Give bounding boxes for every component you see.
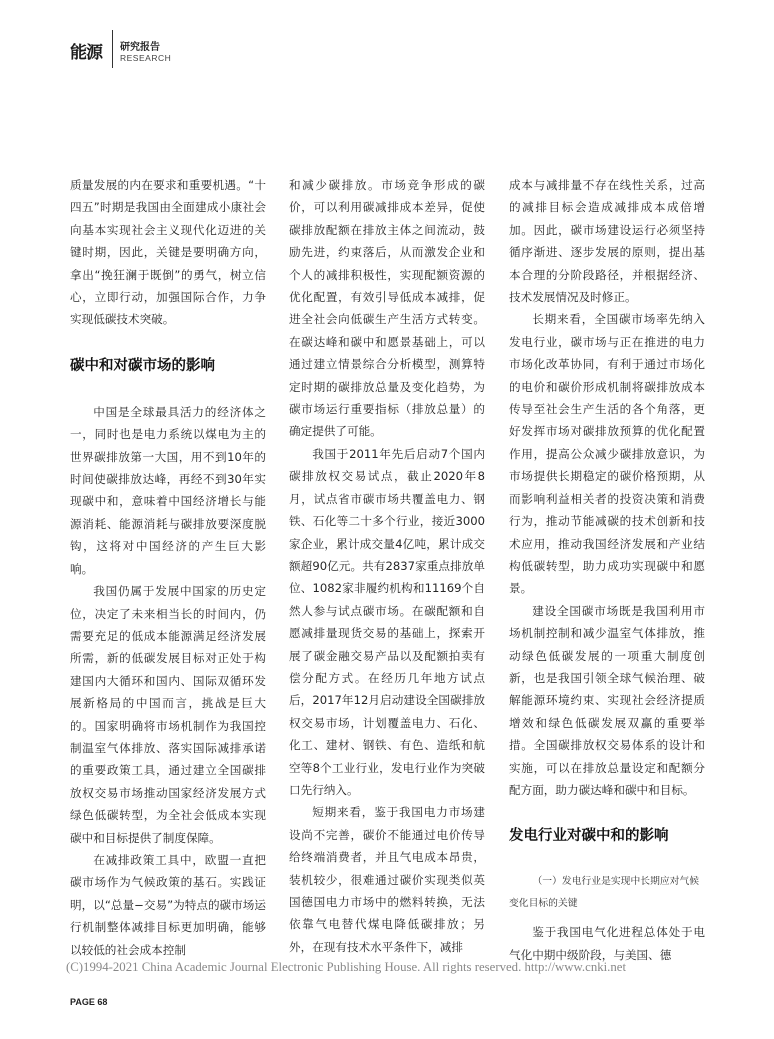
paragraph: 和减少碳排放。市场竞争形成的碳价，可以利用碳减排成本差异，促使碳排放配额在排放主体之间流动，鼓励先进，约束落后，从而激发企业和个人的减排积极性，实现配额资源的优化配置，有效引导低成本减排，促进全社会向低碳生产生活方式转变。在碳达峰和碳中和愿景基础上，可以通过建立情景综合分析模型，测算特定时期的碳排放总量及变化趋势，为碳市场运行重要指标（排放总量）的确定提供了可能。 — [289, 178, 485, 439]
column-3 — [509, 174, 705, 966]
paragraph: 中国是全球最具活力的经济体之一，同时也是电力系统以煤电为主的世界碳排放第一大国，用不到10年的时间使碳排放达峰，再经不到30年实现碳中和，意味着中国经济增长与能源消耗、能源消耗与碳排放要深度脱钩，这将对中国经济的产生巨大影响。 — [70, 404, 266, 576]
column-1 — [70, 174, 266, 961]
journal-logo: 能源 — [70, 43, 102, 63]
paragraph: 短期来看，鉴于我国电力市场建设尚不完善，碳价不能通过电价传导给终端消费者，并且气电成本昂贵，装机较少，很难通过碳价实现类似英国德国电力市场中的燃料转换，无法依靠气电替代煤电降低碳排放；另外，在现有技术水平条件下，减排 — [289, 805, 485, 954]
section-title-cn: 研究报告 — [120, 42, 160, 53]
paragraph: 质量发展的内在要求和重要机遇。“十四五”时期是我国由全面建成小康社会向基本实现社会主义现代化迈进的关键时期，因此，关键是要明确方向，拿出“挽狂澜于既倒”的勇气，树立信心，立即行动，加强国际合作，力争实现低碳技术突破。 — [70, 178, 266, 327]
column-2 — [289, 174, 485, 958]
section-heading: 发电行业对碳中和的影响 — [509, 828, 669, 845]
paragraph: 建设全国碳市场既是我国利用市场机制控制和减少温室气体排放，推动绿色低碳发展的一项重大制度创新，也是我国引领全球气候治理、破解能源环境约束、实现社会经济提质增效和绿色低碳发展双赢的重要举措。全国碳排放权交易体系的设计和实施，可以在排放总量设定和配额分配方面，助力碳达峰和碳中和目标。 — [509, 603, 705, 797]
paragraph: 在减排政策工具中，欧盟一直把碳市场作为气候政策的基石。实践证明，以“总量−交易”为特点的碳市场运行机制整体减排目标更加明确，能够以较低的社会成本控制 — [70, 852, 266, 957]
page-number: PAGE 68 — [70, 997, 108, 1007]
header-divider — [112, 30, 113, 68]
copyright-notice: (C)1994-2021 China Academic Journal Electronic Publishing House. All rights reserved. http://www.cnki.net — [66, 960, 627, 974]
section-heading: 碳中和对碳市场的影响 — [70, 357, 215, 374]
subsection-heading: （一）发电行业是实现中长期应对气候变化目标的关键 — [509, 876, 700, 910]
paragraph: 长期来看，全国碳市场率先纳入发电行业，碳市场与正在推进的电力市场化改革协同，有利于通过市场化的电价和碳价形成机制将碳排放成本传导至社会生产生活的各个角落，更好发挥市场对碳排放预算的优化配置作用，提高公众减少碳排放意识，为市场提供长期稳定的碳价格预期，从而影响利益相关者的投资决策和消费行为，推动节能减碳的技术创新和技术应用，推动我国经济发展和产业结构低碳转型，助力成功实现碳中和愿景。 — [509, 312, 705, 596]
paragraph: 我国仍属于发展中国家的历史定位，决定了未来相当长的时间内，仍需要充足的低成本能源满足经济发展所需，新的低碳发展目标对正处于构建国内大循环和国内、国际双循环发展新格局的中国而言，挑战是巨大的。国家明确将市场机制作为我国控制温室气体排放、落实国际减排承诺的重要政策工具，通过建立全国碳排放权交易市场推动国家经济发展方式绿色低碳转型，为全社会低成本实现碳中和目标提供了制度保障。 — [70, 584, 266, 845]
paragraph: 成本与减排量不存在线性关系，过高的减排目标会造成减排成本成倍增加。因此，碳市场建设运行必须坚持循序渐进、逐步发展的原则，提出基本合理的分阶段路径，并根据经济、技术发展情况及时修正。 — [509, 178, 705, 305]
paragraph: 鉴于我国电气化进程总体处于电气化中期中级阶段，与美国、德 — [509, 925, 705, 962]
paragraph: 我国于2011年先后启动7个国内碳排放权交易试点，截止2020年8月，试点省市碳市场共覆盖电力、钢铁、石化等二十多个行业，接近3000家企业，累计成交量4亿吨，累计成交额超90亿元。共有2837家重点排放单位、1082家非履约机构和11169个自然人参与试点碳市场。在碳配额和自愿减排量现货交易的基础上，探索开展了碳金融交易产品以及配额拍卖有偿分配方式。在经历几年地方试点后，2017年12月启动建设全国碳排放权交易市场，计划覆盖电力、石化、化工、建材、钢铁、有色、造纸和航空等8个工业行业，发电行业作为突破口先行纳入。 — [289, 446, 485, 797]
section-title-en: RESEARCH — [120, 53, 172, 63]
